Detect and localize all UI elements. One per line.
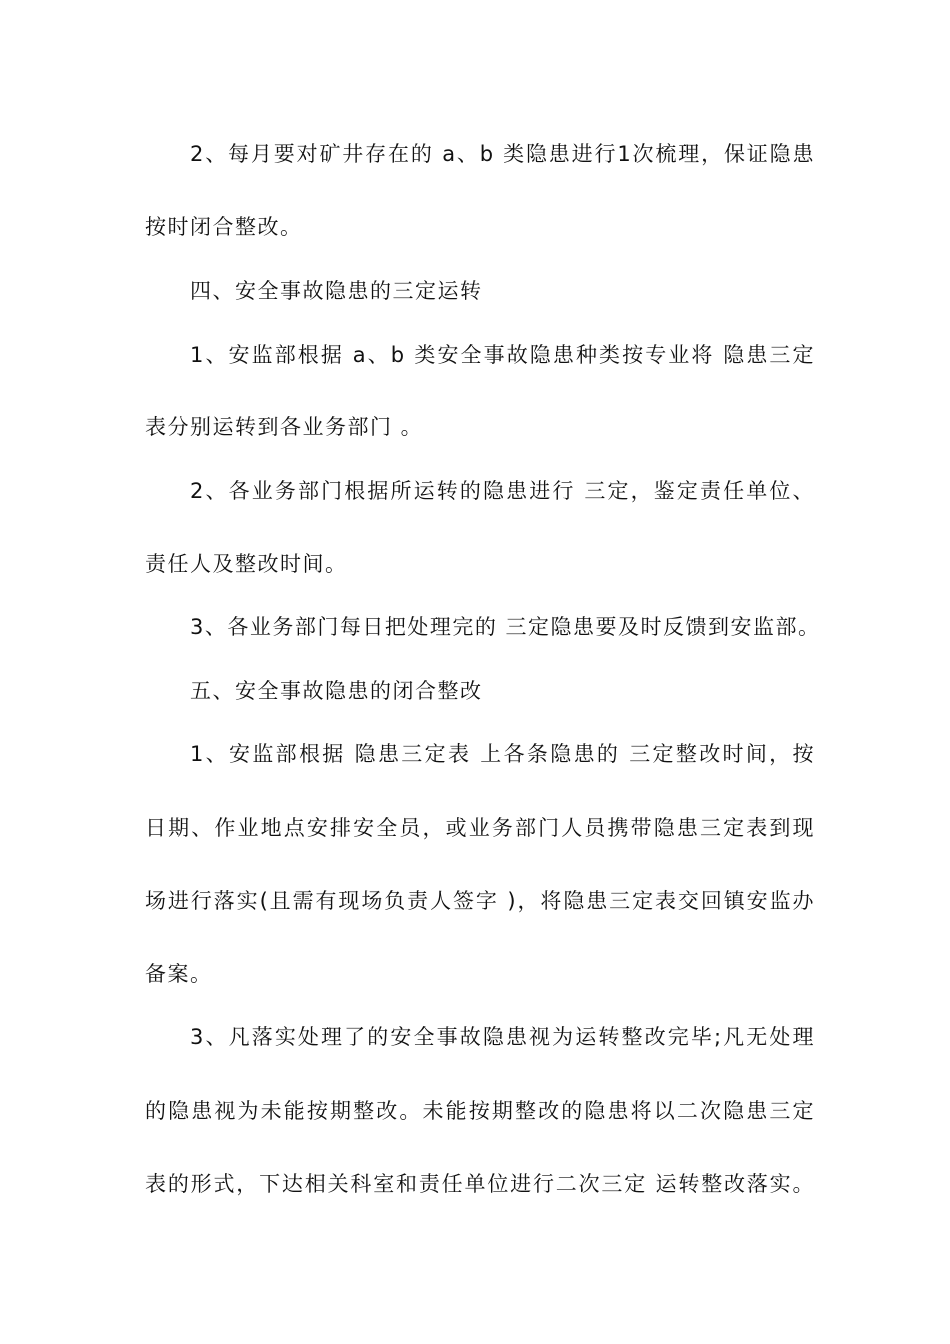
paragraph-line: 表的形式，下达相关科室和责任单位进行二次三定 运转整改落实。: [145, 1172, 815, 1196]
paragraph-line: 1、安监部根据 隐患三定表 上各条隐患的 三定整改时间，按: [190, 742, 815, 766]
paragraph-line: 按时闭合整改。: [145, 215, 303, 239]
section-heading: 五、安全事故隐患的闭合整改: [190, 679, 483, 703]
paragraph-line: 表分别运转到各业务部门 。: [145, 415, 424, 439]
paragraph-line: 责任人及整改时间。: [145, 552, 348, 576]
paragraph-line: 3、凡落实处理了的安全事故隐患视为运转整改完毕;凡无处理: [190, 1025, 815, 1049]
section-heading: 四、安全事故隐患的三定运转: [190, 279, 483, 303]
paragraph-line: 1、安监部根据 a、b 类安全事故隐患种类按专业将 隐患三定: [190, 343, 815, 367]
paragraph-line: 备案。: [145, 962, 213, 986]
paragraph-line: 2、每月要对矿井存在的 a、b 类隐患进行1次梳理，保证隐患: [190, 142, 815, 166]
paragraph-line: 的隐患视为未能按期整改。未能按期整改的隐患将以二次隐患三定: [145, 1099, 815, 1123]
paragraph-line: 3、各业务部门每日把处理完的 三定隐患要及时反馈到安监部。: [190, 615, 821, 639]
paragraph-line: 2、各业务部门根据所运转的隐患进行 三定，鉴定责任单位、: [190, 479, 815, 503]
paragraph-line: 日期、作业地点安排安全员，或业务部门人员携带隐患三定表到现: [145, 816, 815, 840]
paragraph-line: 场进行落实(且需有现场负责人签字 )，将隐患三定表交回镇安监办: [145, 889, 815, 913]
